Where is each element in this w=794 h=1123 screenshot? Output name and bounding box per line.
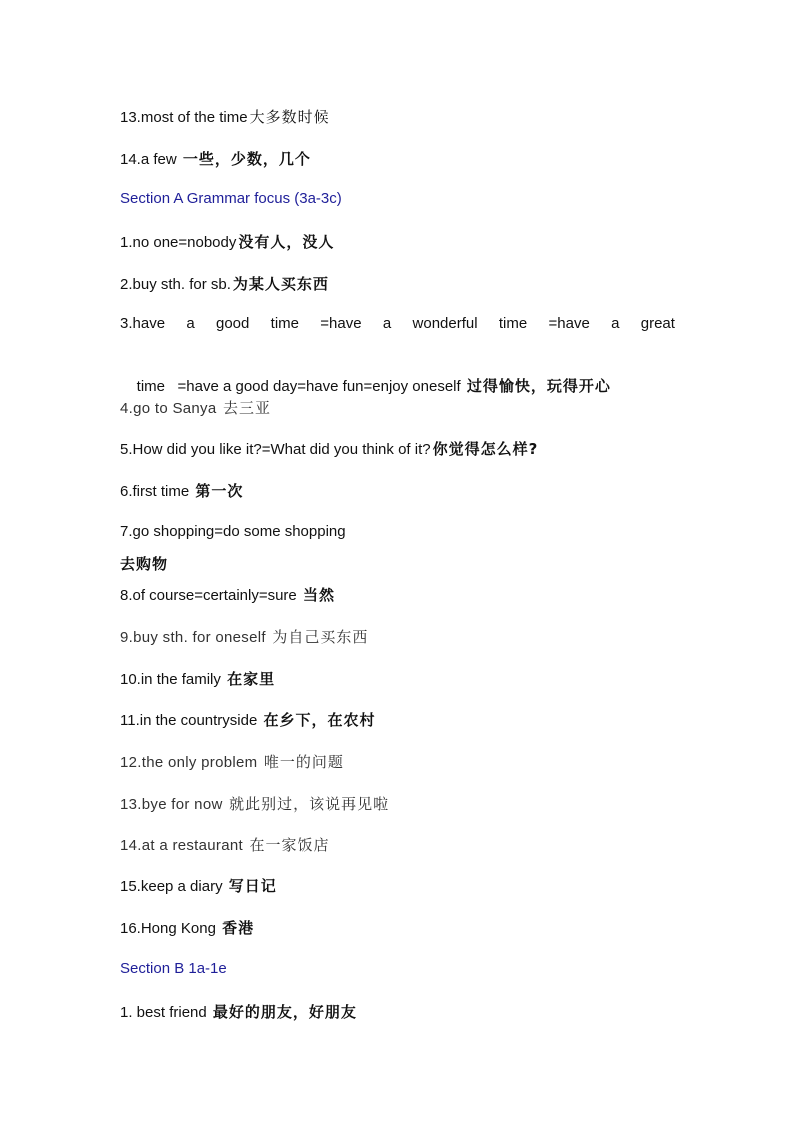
- english-text: 14.a few: [120, 151, 181, 168]
- chinese-text: 在一家饭店: [249, 836, 330, 854]
- vocab-line: [120, 107, 330, 128]
- chinese-text: 写日记: [228, 877, 277, 895]
- english-text: 13.bye for now: [120, 796, 228, 813]
- vocab-line: [120, 522, 346, 542]
- chinese-text: 过得愉快，玩得开心: [466, 377, 611, 395]
- vocab-line: [120, 752, 344, 773]
- chinese-text: 为某人买东西: [232, 275, 329, 293]
- chinese-text: 最好的朋友，好朋友: [212, 1003, 357, 1021]
- english-text: 1.no one=nobody: [120, 234, 237, 251]
- english-text: 7.go shopping=do some shopping: [120, 523, 346, 540]
- chinese-text: 香港: [222, 919, 255, 937]
- english-text: 15.keep a diary: [120, 878, 227, 895]
- vocab-line: [120, 710, 376, 731]
- chinese-text: 为自己买东西: [272, 628, 369, 646]
- word: time: [270, 315, 299, 332]
- chinese-text: 唯一的问题: [263, 753, 344, 771]
- english-text: 11.in the countryside: [120, 712, 262, 729]
- word: great: [640, 315, 675, 332]
- chinese-text: 就此别过，该说再见啦: [229, 795, 390, 813]
- english-text: 13.most of the time: [120, 109, 248, 126]
- justified-line: [120, 314, 675, 334]
- chinese-text: 当然: [302, 586, 335, 604]
- section-heading: [120, 959, 227, 979]
- english-text: 4.go to Sanya: [120, 400, 221, 417]
- chinese-text: 你觉得怎么样?: [432, 440, 539, 458]
- heading-text: Section B 1a-1e: [120, 960, 227, 977]
- vocab-line: [120, 794, 389, 815]
- english-text: 1. best friend: [120, 1004, 211, 1021]
- vocab-line: [120, 1002, 357, 1023]
- vocab-line: [120, 398, 271, 419]
- chinese-text: 去购物: [120, 555, 169, 573]
- vocab-line: [120, 232, 334, 253]
- chinese-text: 大多数时候: [249, 108, 330, 126]
- vocab-line: [120, 481, 243, 502]
- english-text: 6.first time: [120, 483, 194, 500]
- chinese-text: 没有人，没人: [238, 233, 335, 251]
- vocab-line: [120, 835, 329, 856]
- chinese-text: 去三亚: [222, 399, 271, 417]
- vocab-line: [120, 149, 311, 170]
- english-text: 12.the only problem: [120, 754, 262, 771]
- english-text: 14.at a restaurant: [120, 837, 248, 854]
- vocab-line: [120, 439, 538, 460]
- english-text: 16.Hong Kong: [120, 920, 221, 937]
- vocab-line: [120, 274, 329, 295]
- word: time: [498, 315, 528, 332]
- english-text: time =have a good day=have fun=enjoy oneself: [136, 378, 465, 395]
- word: 3.have: [120, 315, 166, 332]
- word: good: [215, 315, 250, 332]
- chinese-text: 一些，少数，几个: [182, 150, 311, 168]
- english-text: 9.buy sth. for oneself: [120, 629, 271, 646]
- chinese-text: 在家里: [227, 670, 276, 688]
- vocab-line: [120, 585, 335, 606]
- chinese-text: 在乡下，在农村: [263, 711, 376, 729]
- word: wonderful: [412, 315, 478, 332]
- word: a: [382, 315, 392, 332]
- word: a: [611, 315, 620, 332]
- vocab-line: [120, 918, 254, 939]
- vocab-line: [120, 669, 275, 690]
- english-text: 10.in the family: [120, 671, 226, 688]
- vocab-line: [120, 554, 168, 575]
- vocab-line: [120, 876, 277, 897]
- english-text: 5.How did you like it?=What did you think of it?: [120, 441, 431, 458]
- word: =have: [320, 315, 362, 332]
- word: a: [186, 315, 195, 332]
- english-text: 2.buy sth. for sb.: [120, 276, 231, 293]
- heading-text: Section A Grammar focus (3a-3c): [120, 190, 342, 207]
- english-text: 8.of course=certainly=sure: [120, 587, 301, 604]
- word: =have: [548, 315, 590, 332]
- section-heading: [120, 189, 342, 209]
- vocab-line: [120, 627, 368, 648]
- chinese-text: 第一次: [195, 482, 244, 500]
